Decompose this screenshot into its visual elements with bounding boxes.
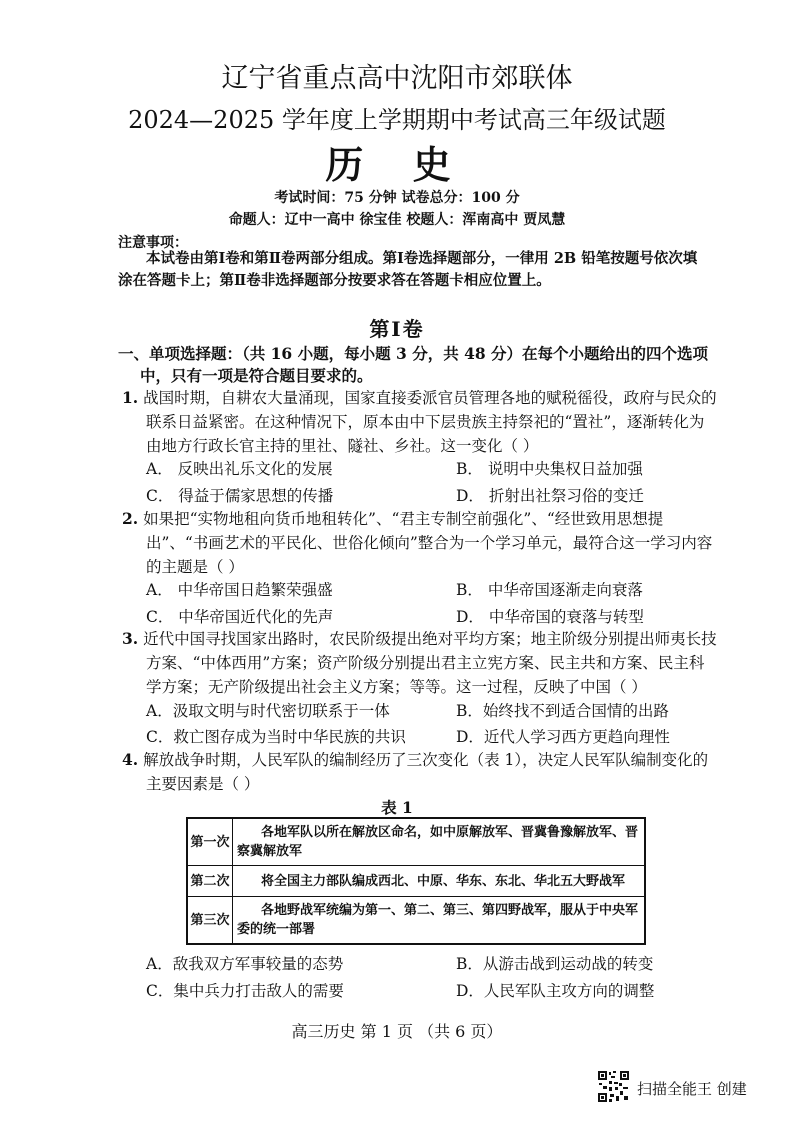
option-a: A．汲取文明与时代密切联系于一体 <box>146 702 390 720</box>
option-d: D． 折射出社祭习俗的变迁 <box>456 487 644 505</box>
option-c: C．救亡图存成为当时中华民族的共识 <box>146 728 406 746</box>
question-1 <box>122 386 718 458</box>
question-number: 1. <box>122 388 139 407</box>
question-number: 4. <box>122 750 139 769</box>
row-label: 第三次 <box>187 897 233 945</box>
exam-meta-time: 考试时间：75 分钟 试卷总分：100 分 <box>274 190 520 206</box>
question-3 <box>122 627 718 699</box>
question-2 <box>122 507 718 579</box>
question-stem: 如果把“实物地租向货币地租转化”、“君主专制空前强化”、“经世致用思想提出”、“书画艺术的平民化、世俗化倾向”整合为一个学习单元，最符合这一学习内容的主题是（ ） <box>143 510 713 576</box>
table-row <box>187 897 645 945</box>
question-4 <box>122 748 718 796</box>
question-number: 3. <box>122 629 139 648</box>
option-a: A． 反映出礼乐文化的发展 <box>146 460 333 478</box>
row-label: 第一次 <box>187 818 233 866</box>
page-footer: 高三历史 第 1 页 （共 6 页） <box>291 1022 503 1041</box>
option-b: B．从游击战到运动战的转变 <box>456 955 654 973</box>
question-stem: 解放战争时期，人民军队的编制经历了三次变化（表 1），决定人民军队编制变化的主要因素是（ ） <box>143 751 709 793</box>
scanner-watermark <box>597 1070 767 1110</box>
question-stem: 战国时期，自耕农大量涌现，国家直接委派官员管理各地的赋税徭役，政府与民众的联系日益紧密。在这种情况下，原本由中下层贵族主持祭祀的“置社”，逐渐转化为由地方行政长官主持的里社、隧社、乡社。这一变化（ ） <box>143 389 717 455</box>
notice-title: 注意事项： <box>118 235 188 251</box>
subject-title: 历 史 <box>325 142 469 187</box>
army-reorganization-table <box>186 817 646 945</box>
option-c: C． 中华帝国近代化的先声 <box>146 608 334 626</box>
option-d: D．人民军队主攻方向的调整 <box>456 982 655 1000</box>
watermark-text: 扫描全能王 创建 <box>637 1080 747 1098</box>
table-row <box>187 866 645 897</box>
question-number: 2. <box>122 509 139 528</box>
option-c: C．集中兵力打击敌人的需要 <box>146 982 344 1000</box>
exam-union-title: 辽宁省重点高中沈阳市郊联体 <box>221 63 573 94</box>
option-b: B．始终找不到适合国情的出路 <box>456 702 669 720</box>
question-stem: 近代中国寻找国家出路时，农民阶级提出绝对平均方案；地主阶级分别提出师夷长技方案、“中体西用”方案；资产阶级分别提出君主立宪方案、民主共和方案、民主科学方案；无产阶级提出社会主义方案；等等。这一过程，反映了中国（ ） <box>143 630 717 696</box>
option-b: B． 中华帝国逐渐走向衰落 <box>456 581 643 599</box>
volume-title: 第Ⅰ卷 <box>369 317 425 341</box>
row-label: 第二次 <box>187 866 233 897</box>
option-a: A． 中华帝国日趋繁荣强盛 <box>146 581 333 599</box>
option-a: A．敌我双方军事较量的态势 <box>146 955 344 973</box>
option-c: C． 得益于儒家思想的传播 <box>146 487 334 505</box>
exam-year-title: 2024—2025 学年度上学期期中考试高三年级试题 <box>128 106 666 134</box>
notice-body: 本试卷由第Ⅰ卷和第Ⅱ卷两部分组成。第Ⅰ卷选择题部分，一律用 2B 铅笔按题号依次填涂在答题卡上；第Ⅱ卷非选择题部分按要求答在答题卡相应位置上。 <box>118 250 698 289</box>
row-content: 各地军队以所在解放区命名，如中原解放军、晋冀鲁豫解放军、晋察冀解放军 <box>233 818 646 866</box>
table-row <box>187 818 645 866</box>
section-heading: 一、单项选择题：（共 16 小题，每小题 3 分，共 48 分）在每个小题给出的四个选项中，只有一项是符合题目要求的。 <box>118 344 709 385</box>
qr-code-icon <box>597 1070 630 1103</box>
exam-meta-authors: 命题人：辽中一高中 徐宝佳 校题人：浑南高中 贾凤慧 <box>228 212 566 228</box>
table-title: 表 1 <box>381 798 413 817</box>
option-b: B． 说明中央集权日益加强 <box>456 460 643 478</box>
row-content: 将全国主力部队编成西北、中原、华东、东北、华北五大野战军 <box>233 866 646 897</box>
option-d: D．近代人学习西方更趋向理性 <box>456 728 670 746</box>
option-d: D． 中华帝国的衰落与转型 <box>456 608 644 626</box>
row-content: 各地野战军统编为第一、第二、第三、第四野战军，服从于中央军委的统一部署 <box>233 897 646 945</box>
